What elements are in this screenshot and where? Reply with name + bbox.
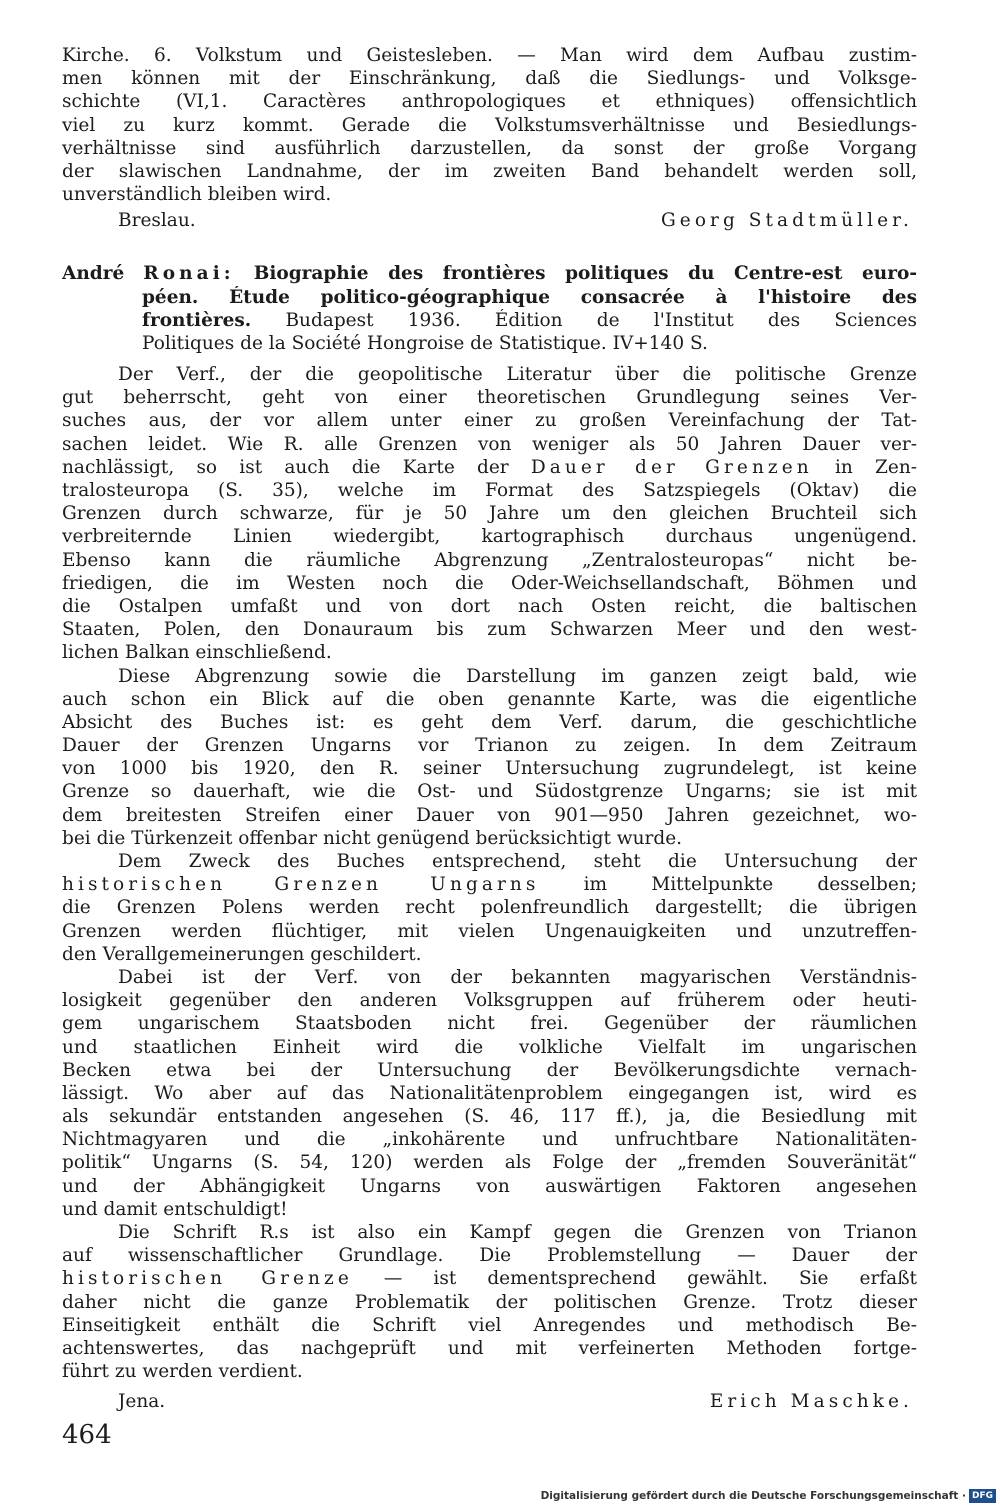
text-line: Die Schrift R.s ist also ein Kampf gegen die Grenzen von Trianon (118, 1222, 917, 1243)
text-line: Dabei ist der Verf. von der bekannten magyarischen Verständnis- (118, 966, 917, 988)
text-line: die Grenzen Polens werden recht polenfreundlich dargestellt; die übrigen (62, 897, 917, 919)
text-line: viel zu kurz kommt. Gerade die Volkstumsverhältnisse und Besiedlungs- (62, 114, 917, 136)
text-line: Der Verf., der die geopolitische Literatur über die politische Grenze (118, 364, 917, 386)
text-line: Becken etwa bei der Untersuchung der Bevölkerungsdichte vernach- (62, 1059, 917, 1081)
footer-text: Digitalisierung gefördert durch die Deutsche Forschungsgemeinschaft · (540, 1490, 966, 1502)
text-line: von 1000 bis 1920, den R. seiner Untersuchung zugrundelegt, ist keine (62, 758, 917, 780)
text-line: Absicht des Buches ist: es geht dem Verf. darum, die geschichtliche (62, 711, 917, 733)
text-line: men können mit der Einschränkung, daß die Siedlungs- und Volksge- (62, 68, 917, 90)
review1-text (62, 44, 917, 206)
text-line: auf wissenschaftlicher Grundlage. Die Problemstellung — Dauer der (62, 1245, 917, 1267)
page-number: 464 (62, 1420, 112, 1450)
text-line: politik“ Ungarns (S. 54, 120) werden als Folge der „fremden Souveränität“ (62, 1152, 917, 1174)
digitization-footer (541, 1489, 996, 1503)
text-line: Diese Abgrenzung sowie die Darstellung im ganzen zeigt bald, wie (118, 665, 917, 687)
text-line (62, 873, 917, 896)
text-line: lichen Balkan einschließend. (62, 642, 332, 664)
book-title: Biographie des frontières politiques du Centre-est euro- (253, 263, 917, 285)
paragraph (62, 363, 917, 664)
reviewer-name: Erich Maschke. (709, 1391, 913, 1413)
text-line: verhältnisse sind ausführlich darzustellen, da sonst der große Vorgang (62, 137, 917, 159)
text-line: daher nicht die ganze Problematik der politischen Grenze. Trotz dieser (62, 1291, 917, 1313)
text-line: und staatlichen Einheit wird die volkliche Vielfalt im ungarischen (62, 1036, 917, 1058)
text-line: und damit entschuldigt! (62, 1198, 288, 1220)
text-line: Nichtmagyaren und die „inkohärente und unfruchtbare Nationalitäten- (62, 1129, 917, 1151)
text-line: den Verallgemeinerungen geschildert. (62, 943, 422, 965)
text-span: im Mittelpunkte desselben; (583, 874, 917, 896)
text-line: Einseitigkeit enthält die Schrift viel Anregendes und methodisch Be- (62, 1314, 917, 1336)
text-line: Ebenso kann die räumliche Abgrenzung „Zentralosteuropas“ nicht be- (62, 549, 917, 571)
heading-line (62, 309, 917, 332)
text-line: schichte (VI,1. Caractères anthropologiques et ethniques) offensichtlich (62, 91, 917, 113)
text-line: unverständlich bleiben wird. (62, 184, 332, 206)
text-line: Dem Zweck des Buches entsprechend, steht die Untersuchung der (118, 851, 917, 872)
text-line: bei die Türkenzeit offenbar nicht genügend berücksichtigt wurde. (62, 827, 683, 849)
dfg-logo-icon: DFG (969, 1489, 996, 1503)
text-span: nachlässigt, so ist auch die Karte der (62, 456, 509, 478)
text-span: — ist dementsprechend gewählt. Sie erfaßt (383, 1268, 917, 1290)
text-line: Grenzen werden flüchtiger, mit vielen Ungenauigkeiten und unzutreffen- (62, 920, 917, 942)
text-line: gem ungarischem Staatsboden nicht frei. Gegenüber der räumlichen (62, 1013, 917, 1035)
review-place: Jena. (118, 1391, 166, 1413)
paragraph (62, 1221, 917, 1383)
text-line: Staaten, Polen, den Donauraum bis zum Schwarzen Meer und den west- (62, 619, 917, 641)
text-line: Grenze so dauerhaft, wie die Ost- und Südostgrenze Ungarns; sie ist mit (62, 781, 917, 803)
text-line (62, 1267, 917, 1290)
text-line: lässigt. Wo aber auf das Nationalitätenproblem eingegangen ist, wird es (62, 1082, 917, 1104)
review2-signature (62, 1391, 917, 1427)
text-line: Dauer der Grenzen Ungarns vor Trianon zu zeigen. In dem Zeitraum (62, 735, 917, 757)
spaced-emphasis: historischen Grenzen Ungarns (62, 874, 540, 896)
review-place: Breslau. (118, 210, 196, 232)
reviewer-name: Georg Stadtmüller. (660, 210, 913, 232)
review1-signature (62, 210, 917, 246)
text-line: auch schon ein Blick auf die oben genannte Karte, was die eigentliche (62, 688, 917, 710)
text-line: Grenzen durch schwarze, für je 50 Jahre um den gleichen Bruchteil sich (62, 503, 917, 525)
text-line: und der Abhängigkeit Ungarns von auswärtigen Faktoren angesehen (62, 1175, 917, 1197)
spaced-emphasis: historischen Grenze (62, 1268, 353, 1290)
text-line: die Ostalpen umfaßt und von dort nach Osten reicht, die baltischen (62, 595, 917, 617)
review2-heading (62, 262, 917, 355)
book-title-end: frontières. (142, 309, 252, 331)
author-last-name: Ronai: (143, 263, 235, 285)
text-span: in Zen- (834, 456, 917, 478)
text-line: dem breitesten Streifen einer Dauer von 901—950 Jahren gezeichnet, wo- (62, 804, 917, 826)
author-first-name: André (62, 263, 125, 285)
paragraph (62, 850, 917, 966)
publication-info-cont: Politiques de la Société Hongroise de Statistique. IV+140 S. (142, 332, 708, 354)
book-title-cont: péen. Étude politico-géographique consacrée à l'histoire des (142, 286, 917, 308)
paragraph (62, 966, 917, 1221)
spaced-emphasis: Dauer der Grenzen (530, 456, 813, 478)
text-line: verbreiternde Linien wiedergibt, kartographisch durchaus ungenügend. (62, 526, 917, 548)
page-body (62, 44, 917, 1427)
text-line: friedigen, die im Westen noch die Oder-Weichsellandschaft, Böhmen und (62, 572, 917, 594)
heading-line (62, 262, 917, 285)
paragraph (62, 665, 917, 851)
text-line: als sekundär entstanden angesehen (S. 46, 117 ff.), ja, die Besiedlung mit (62, 1106, 917, 1128)
publication-info: Budapest 1936. Édition de l'Institut des Sciences (285, 309, 917, 331)
text-line: losigkeit gegenüber den anderen Volksgruppen auf früherem oder heuti- (62, 990, 917, 1012)
text-line: der slawischen Landnahme, der im zweiten Band behandelt werden soll, (62, 160, 917, 182)
text-line: suches aus, der vor allem unter einer zu großen Vereinfachung der Tat- (62, 410, 917, 432)
text-line: tralosteuropa (S. 35), welche im Format des Satzspiegels (Oktav) die (62, 480, 917, 501)
text-line: gut beherrscht, geht von einer theoretischen Grundlegung seines Ver- (62, 387, 917, 409)
text-line: führt zu werden verdient. (62, 1361, 303, 1383)
text-line: achtenswertes, das nachgeprüft und mit verfeinerten Methoden fortge- (62, 1337, 917, 1359)
text-line: sachen leidet. Wie R. alle Grenzen von weniger als 50 Jahren Dauer ver- (62, 433, 917, 455)
text-line (62, 456, 917, 479)
text-line: Kirche. 6. Volkstum und Geistesleben. — Man wird dem Aufbau zustim- (62, 45, 917, 66)
